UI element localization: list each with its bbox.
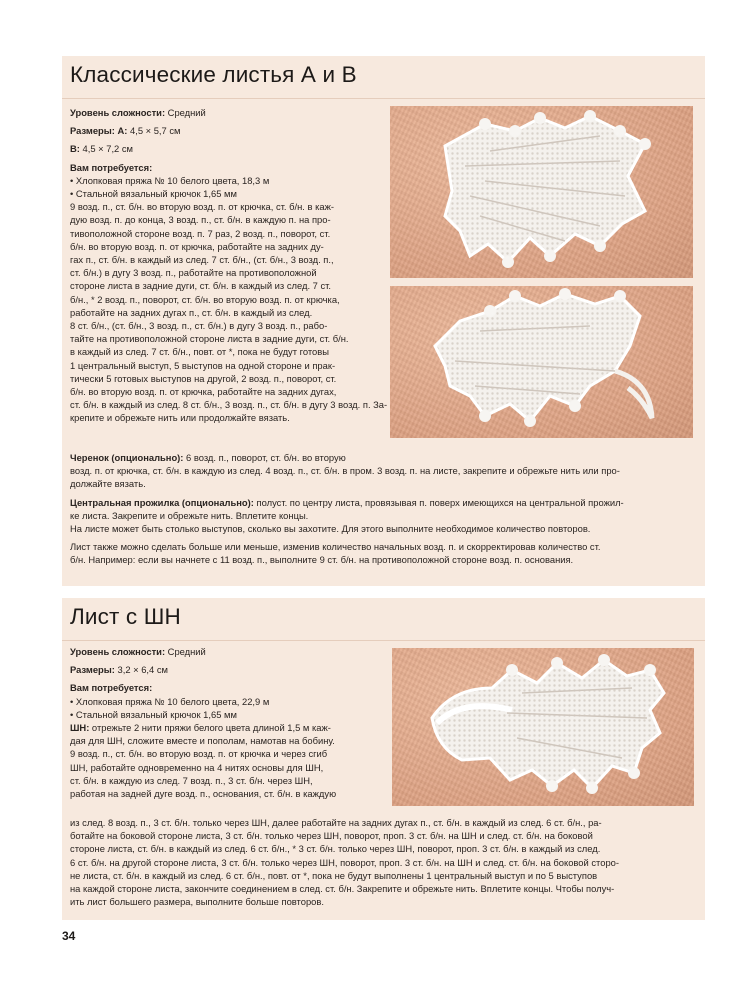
pattern-line: работая на задней дуге возд. п., основания, ст. б/н. в каждую: [70, 788, 337, 800]
pattern-line: ст. б/н.) в дугу 3 возд. п., работайте на противоположной: [70, 267, 317, 279]
pattern-line: стороне листа, ст. б/н. в каждый из след. 6 ст. б/н., * 3 ст. б/н. только через ШН, поворот, проп. 3 ст. б/н. в каждый из след.: [70, 843, 601, 855]
section-sn-leaf: [62, 598, 705, 920]
pattern-line: ст. б/н. в каждую из след. 7 возд. п., 3 ст. б/н. через ШН,: [70, 774, 313, 786]
pattern-line: на каждой стороне листа, закончите соединением в след. ст. б/н. Закрепите и обрежьте нить. Вплетите концы. Чтобы получ-: [70, 883, 615, 895]
pattern-line: гах п., ст. б/н. в каждый из след. 7 ст. б/н., (ст. б/н., 3 возд. п.,: [70, 254, 334, 266]
pattern-line: 9 возд. п., ст. б/н. во вторую возд. п. от крючка и через сгиб: [70, 748, 328, 760]
stem-text: 6 возд. п., поворот, ст. б/н. во вторую: [183, 452, 346, 463]
pattern-line: б/н. во вторую возд. п. от крючка, работайте на задних дугах,: [70, 386, 337, 398]
pattern-line: в каждый из след. 7 ст. б/н., повт. от *, пока не будут готовы: [70, 346, 329, 358]
pattern-line: 9 возд. п., ст. б/н. во вторую возд. п. от крючка, ст. б/н. в каж-: [70, 201, 334, 213]
pattern-line: из след. 8 возд. п., 3 ст. б/н. только через ШН, далее работайте на задних дугах п., ст. б/н. в каждый из след. 6 ст. б/н., ра-: [70, 817, 602, 828]
pattern-line: тивоположной стороне возд. п. 7 раз, 2 возд. п., поворот, ст.: [70, 227, 331, 239]
section-title: Лист с ШН: [70, 604, 181, 629]
materials-item: • Хлопковая пряжа № 10 белого цвета, 22,9 м: [70, 695, 270, 707]
sn-label: ШН:: [70, 722, 90, 734]
materials-item: • Стальной вязальный крючок 1,65 мм: [70, 708, 237, 720]
size-a-value: 4,5 × 5,7 см: [127, 125, 181, 137]
crochet-leaf-b-photo: [390, 286, 693, 438]
pattern-line: ботайте на боковой стороне листа, 3 ст. б/н. только через ШН, поворот, проп. 3 ст. б/н. на ШН и след. ст. б/н. на боковой: [70, 830, 593, 842]
leaf-sn-icon: [392, 648, 694, 806]
pattern-line: 8 ст. б/н., (ст. б/н., 3 возд. п., ст. б/н.) в дугу 3 возд. п., рабо-: [70, 320, 328, 332]
vein-text: полуст. по центру листа, провязывая п. поверх имеющихся на центральной прожил-: [253, 496, 624, 508]
sn-text: отрежьте 2 нити пряжи белого цвета длиной 1,5 м каж-: [89, 722, 331, 734]
stem-row: [70, 451, 696, 464]
materials-item: • Стальной вязальный крючок 1,65 мм: [70, 188, 237, 200]
sn-row: [70, 721, 386, 734]
pattern-line: б/н. во вторую возд. п. от крючка, работайте на задних ду-: [70, 240, 324, 252]
size-b-value: 4,5 × 7,2 см: [79, 143, 133, 155]
size-row: [70, 663, 386, 676]
pattern-line: тически 5 готовых выступов на другой, 2 возд. п., поворот, ст.: [70, 372, 337, 384]
leaf-a-icon: [390, 106, 693, 278]
crochet-leaf-sn-photo: [392, 648, 694, 806]
size-b-label: В:: [70, 143, 80, 155]
size-label: Размеры: А:: [70, 125, 128, 137]
vein-text: ке листа. Закрепите и обрежьте нить. Вплетите концы.: [70, 509, 309, 521]
note-text: На листе может быть столько выступов, сколько вы захотите. Для этого выполните необходимое количество повторов.: [70, 523, 591, 535]
vein-row: [70, 496, 696, 509]
size-label: Размеры:: [70, 664, 115, 676]
pattern-line: крепите и обрежьте нить или продолжайте вязать.: [70, 412, 290, 424]
pattern-line: дая для ШН, сложите вместе и пополам, намотав на бобину.: [70, 735, 335, 747]
difficulty-label: Уровень сложности:: [70, 107, 166, 118]
stem-label: Черенок (опционально):: [70, 452, 184, 463]
stem-text: возд. п. от крючка, ст. б/н. в каждую из след. 4 возд. п., ст. б/н. в пром. 3 возд. п. на листе, закрепите и обрежьте нить или про-: [70, 465, 620, 477]
stem-text: должайте вязать.: [70, 478, 146, 490]
pattern-line: ШН, работайте одновременно на 4 нитях основы для ШН,: [70, 761, 324, 773]
difficulty-label: Уровень сложности:: [70, 646, 166, 657]
pattern-column: [70, 106, 386, 425]
pattern-line: стороне листа в задние дуги, ст. б/н. в каждый из след. 7 ст.: [70, 280, 332, 292]
crochet-leaf-a-photo: [390, 106, 693, 278]
materials-label: Вам потребуется:: [70, 161, 153, 173]
note-text: Лист также можно сделать больше или меньше, изменив количество начальных возд. п. и скорректировав количество ст.: [70, 541, 601, 553]
pattern-notes: [70, 816, 696, 908]
leaf-b-icon: [390, 286, 693, 438]
size-value: 3,2 × 6,4 см: [114, 664, 168, 676]
pattern-line: 1 центральный выступ, 5 выступов на одной стороне и прак-: [70, 359, 336, 371]
pattern-line: б/н., * 2 возд. п., поворот, ст. б/н. во вторую возд. п. от крючка,: [70, 293, 340, 305]
note-text: б/н. Например: если вы начнете с 11 возд. п., выполните 9 ст. б/н. на противоположной стороне возд. п. основания.: [70, 554, 574, 566]
vein-label: Центральная прожилка (опционально):: [70, 496, 254, 508]
pattern-line: работайте на задних дугах п., ст. б/н. в каждый из след.: [70, 306, 313, 318]
materials-item: • Хлопковая пряжа № 10 белого цвета, 18,3 м: [70, 174, 270, 186]
difficulty-row: [70, 645, 386, 658]
pattern-line: ст. б/н. в каждый из след. 8 ст. б/н., 3 возд. п., ст. б/н. в дугу 3 возд. п. За-: [70, 399, 388, 411]
pattern-line: ить лист большего размера, выполните больше повторов.: [70, 896, 324, 908]
section-classic-leaves: [62, 56, 705, 586]
title-divider: [62, 98, 705, 99]
pattern-line: тайте на противоположной стороне листа в задние дуги, ст. б/н.: [70, 333, 349, 345]
materials-label: Вам потребуется:: [70, 682, 153, 694]
difficulty-value: Средний: [165, 646, 206, 657]
page-number: 34: [62, 929, 76, 943]
size-a-row: [70, 124, 386, 137]
pattern-line: 6 ст. б/н. на другой стороне листа, 3 ст. б/н. только через ШН, поворот, проп. 3 ст. б/н. на ШН и след. ст. б/н. на боковой сторо-: [70, 856, 619, 868]
pattern-line: дую возд. п. до конца, 3 возд. п., ст. б/н. в каждую п. на про-: [70, 214, 331, 226]
pattern-line: не листа, ст. б/н. в каждый из след. 6 ст. б/н., повт. от *, пока не будут выполнены 1 центральный выступ и по 5 выступов: [70, 869, 598, 881]
difficulty-value: Средний: [165, 107, 206, 118]
section-title: Классические листья А и В: [70, 62, 357, 87]
pattern-notes: [70, 451, 696, 567]
title-divider: [62, 640, 705, 641]
size-b-row: [70, 142, 386, 155]
difficulty-row: [70, 106, 386, 119]
pattern-column: [70, 645, 386, 800]
